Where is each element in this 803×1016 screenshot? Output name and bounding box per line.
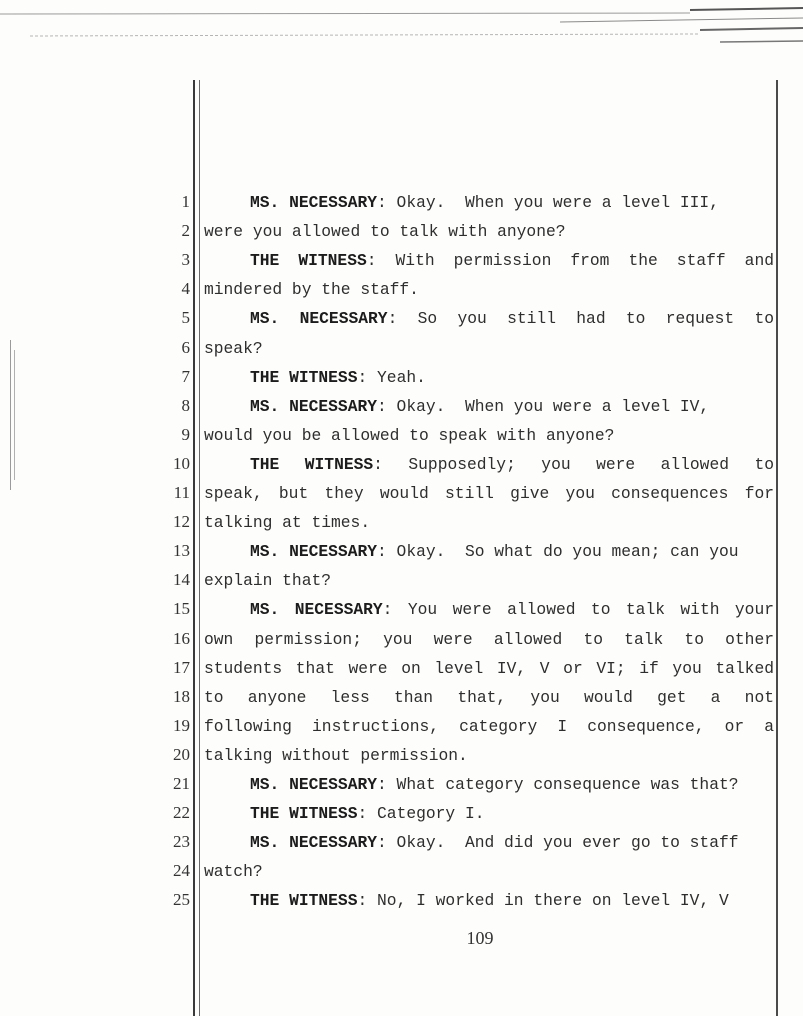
line-number: 16 bbox=[173, 629, 190, 648]
line-number: 21 bbox=[173, 774, 190, 793]
line-text: talking at times. bbox=[204, 513, 371, 532]
speaker-label: MS. NECESSARY bbox=[250, 397, 378, 416]
transcript-line bbox=[204, 804, 774, 823]
transcript-line bbox=[204, 833, 774, 852]
transcript-line bbox=[204, 426, 774, 445]
transcript-line bbox=[204, 397, 774, 416]
speaker-label: MS. NECESSARY bbox=[250, 193, 378, 212]
transcript-line bbox=[204, 775, 774, 794]
transcript-line bbox=[204, 717, 774, 736]
line-number: 22 bbox=[173, 803, 190, 822]
line-number: 19 bbox=[173, 716, 190, 735]
line-number: 3 bbox=[181, 250, 190, 269]
transcript-line bbox=[204, 484, 774, 503]
transcript-line bbox=[204, 542, 774, 561]
line-text: : No, I worked in there on level IV, V bbox=[357, 891, 729, 910]
line-text: explain that? bbox=[204, 571, 332, 590]
line-text: own permission; you were allowed to talk to other bbox=[204, 630, 774, 649]
line-text: : Okay. When you were a level IV, bbox=[377, 397, 710, 416]
line-number: 4 bbox=[181, 279, 190, 298]
line-text: : Yeah. bbox=[357, 368, 426, 387]
speaker-label: MS. NECESSARY bbox=[250, 833, 378, 852]
transcript-line bbox=[204, 862, 774, 881]
line-text: : With permission from the staff and bbox=[366, 251, 774, 270]
speaker-label: THE WITNESS bbox=[250, 368, 358, 387]
line-number: 8 bbox=[181, 396, 190, 415]
line-text: would you be allowed to speak with anyone? bbox=[204, 426, 615, 445]
transcript-line bbox=[204, 309, 774, 328]
line-number: 10 bbox=[173, 454, 190, 473]
line-text: following instructions, category I consequence, or a bbox=[204, 717, 774, 736]
page-number: 109 bbox=[466, 928, 494, 948]
line-number: 18 bbox=[173, 687, 190, 706]
scan-artifact-left-mark bbox=[10, 340, 11, 490]
line-number: 7 bbox=[181, 367, 190, 386]
speaker-label: THE WITNESS bbox=[250, 251, 367, 270]
line-number: 24 bbox=[173, 861, 190, 880]
line-number: 5 bbox=[181, 308, 190, 327]
scan-artifact-left-mark-2 bbox=[14, 350, 15, 480]
line-text: were you allowed to talk with anyone? bbox=[204, 222, 566, 241]
line-number: 15 bbox=[173, 599, 190, 618]
line-text: : Category I. bbox=[357, 804, 485, 823]
transcript-line bbox=[204, 455, 774, 474]
line-text: : You were allowed to talk with your bbox=[382, 600, 774, 619]
line-number: 13 bbox=[173, 541, 190, 560]
transcript-line bbox=[204, 193, 774, 212]
transcript-line bbox=[204, 746, 774, 765]
transcript-line bbox=[204, 688, 774, 707]
line-number: 1 bbox=[181, 192, 190, 211]
transcript-line bbox=[204, 251, 774, 270]
line-number: 17 bbox=[173, 658, 190, 677]
line-text: talking without permission. bbox=[204, 746, 468, 765]
right-margin-rule bbox=[776, 80, 778, 1016]
speaker-label: THE WITNESS bbox=[250, 891, 358, 910]
speaker-label: MS. NECESSARY bbox=[250, 775, 378, 794]
transcript-line bbox=[204, 280, 774, 299]
transcript-line bbox=[204, 368, 774, 387]
line-text: mindered by the staff. bbox=[204, 280, 419, 299]
line-number: 2 bbox=[181, 221, 190, 240]
line-number: 11 bbox=[173, 483, 190, 502]
transcript-line bbox=[204, 600, 774, 619]
line-text: : So you still had to request to bbox=[387, 309, 775, 328]
line-text: speak? bbox=[204, 339, 263, 358]
line-text: : Okay. When you were a level III, bbox=[377, 193, 719, 212]
line-text: speak, but they would still give you consequences for bbox=[204, 484, 774, 503]
line-number: 23 bbox=[173, 832, 190, 851]
line-text: : Supposedly; you were allowed to bbox=[373, 455, 774, 474]
line-number: 20 bbox=[173, 745, 190, 764]
line-number: 9 bbox=[181, 425, 190, 444]
line-text: students that were on level IV, V or VI; if you talked bbox=[204, 659, 774, 678]
transcript-line bbox=[204, 659, 774, 678]
line-number: 12 bbox=[173, 512, 190, 531]
speaker-label: MS. NECESSARY bbox=[250, 542, 378, 561]
line-text: to anyone less than that, you would get a not bbox=[204, 688, 774, 707]
transcript-line bbox=[204, 630, 774, 649]
speaker-label: MS. NECESSARY bbox=[250, 600, 383, 619]
scan-artifact-top-edge bbox=[0, 0, 803, 48]
transcript-line bbox=[204, 339, 774, 358]
left-margin-rule bbox=[193, 80, 195, 1016]
line-text: : Okay. And did you ever go to staff bbox=[377, 833, 739, 852]
left-margin-rule-inner bbox=[199, 80, 200, 1016]
line-text: watch? bbox=[204, 862, 263, 881]
line-text: : What category consequence was that? bbox=[377, 775, 739, 794]
speaker-label: MS. NECESSARY bbox=[250, 309, 388, 328]
transcript-line bbox=[204, 222, 774, 241]
transcript-line bbox=[204, 571, 774, 590]
speaker-label: THE WITNESS bbox=[250, 455, 374, 474]
speaker-label: THE WITNESS bbox=[250, 804, 358, 823]
transcript-line bbox=[204, 891, 774, 910]
transcript-line bbox=[204, 513, 774, 532]
line-number: 6 bbox=[181, 338, 190, 357]
line-number: 14 bbox=[173, 570, 190, 589]
line-text: : Okay. So what do you mean; can you bbox=[377, 542, 739, 561]
line-number: 25 bbox=[173, 890, 190, 909]
